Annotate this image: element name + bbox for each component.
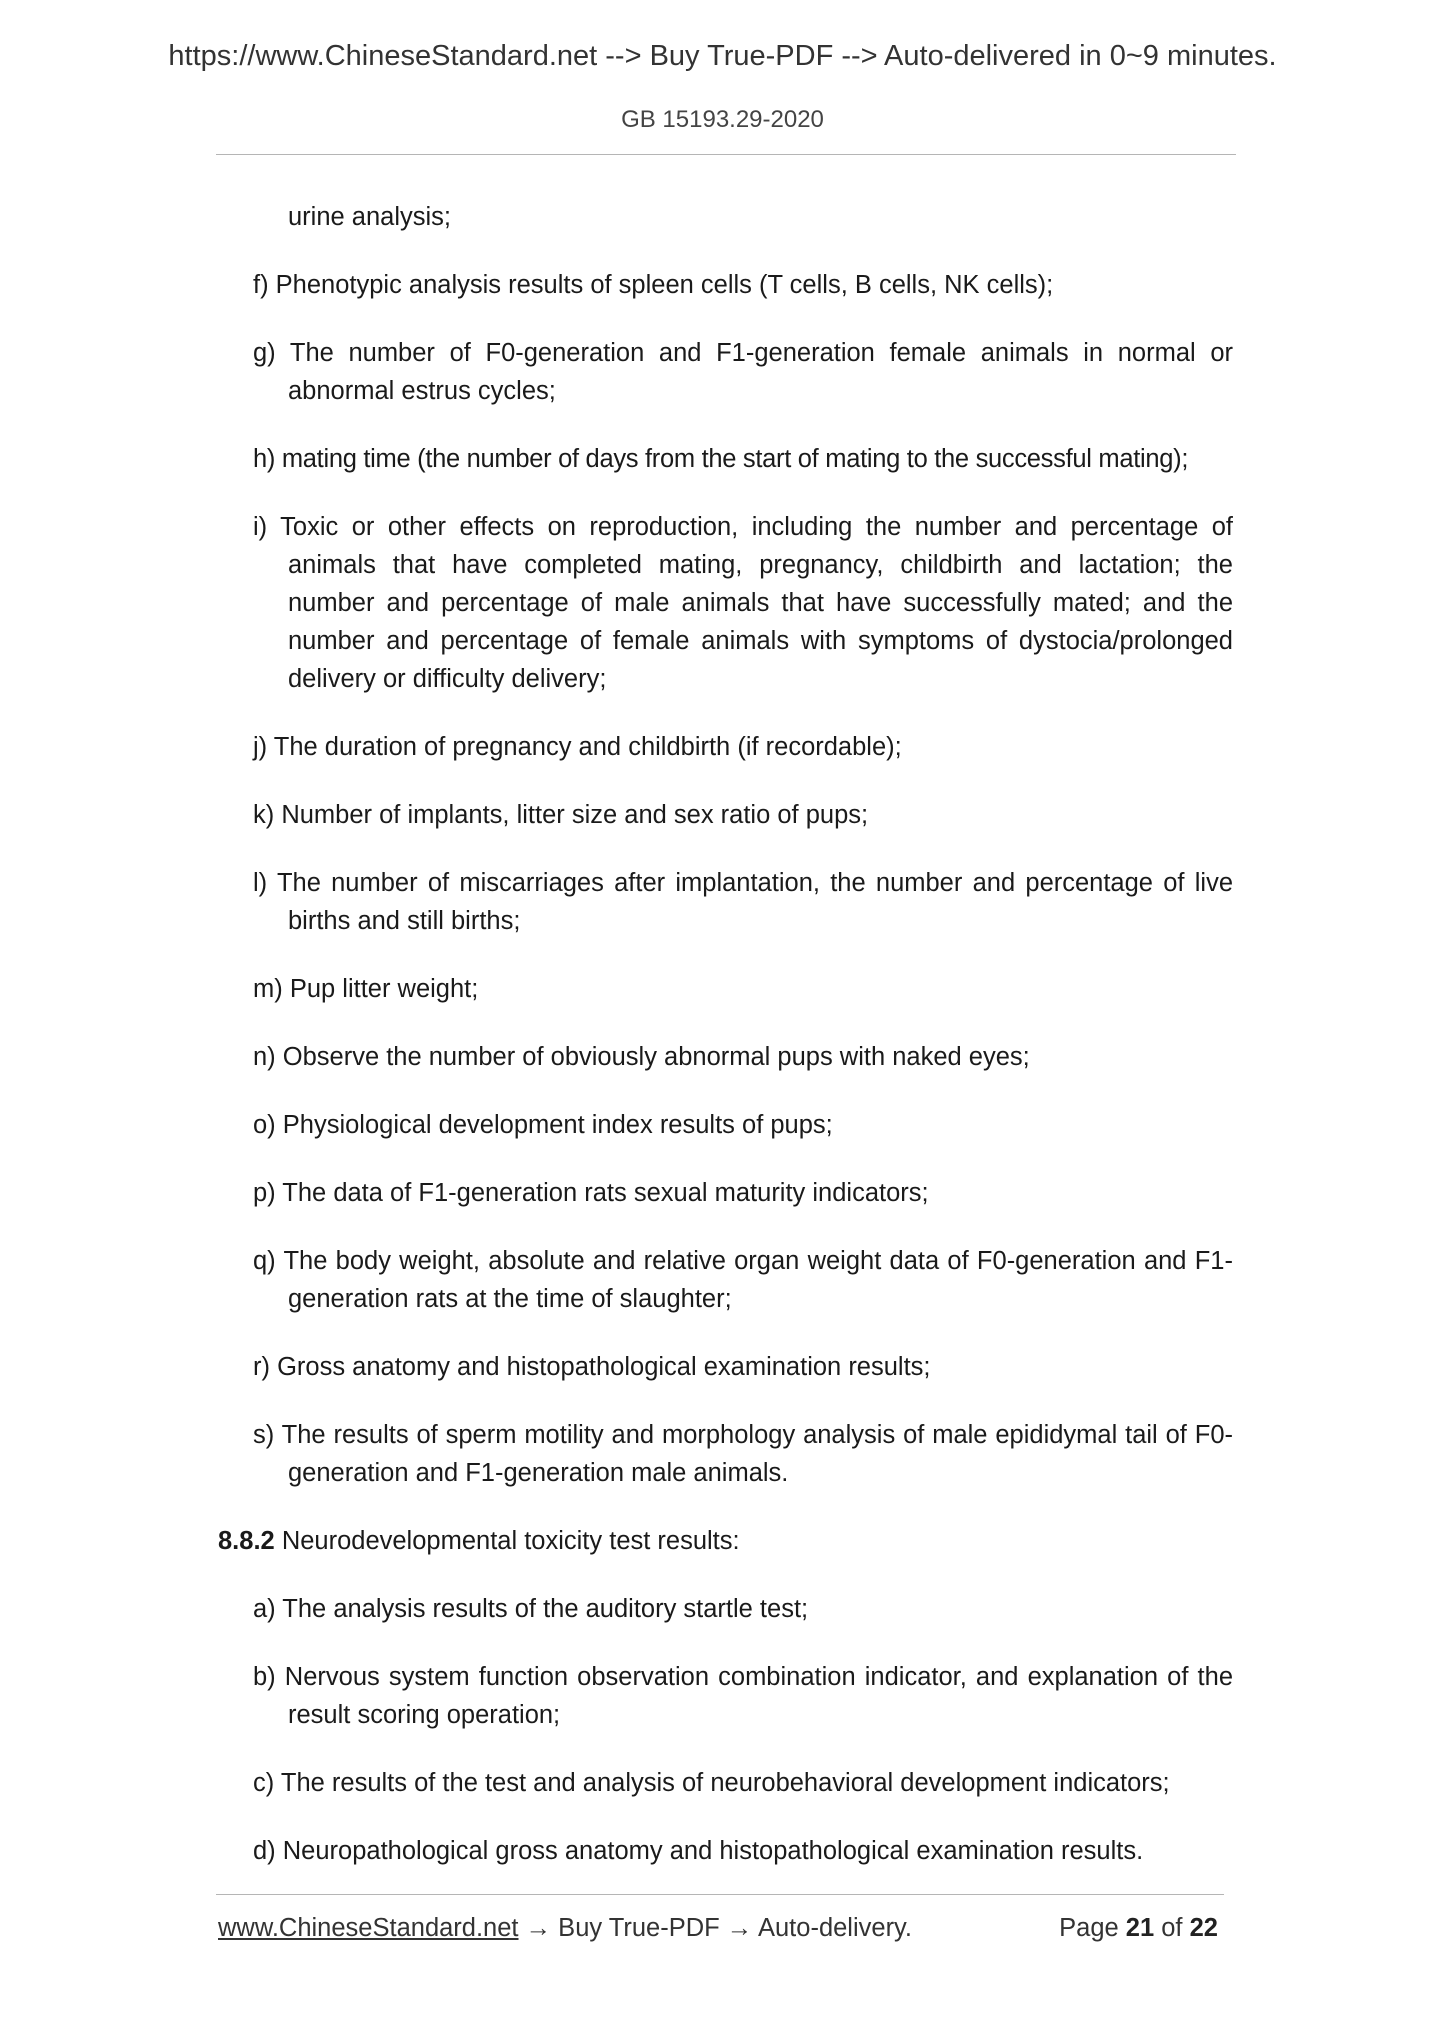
- list-item-g: g) The number of F0-generation and F1-generation female animals in normal or abnormal estrus cycles;: [253, 339, 1233, 405]
- list-item-n: n) Observe the number of obviously abnormal pups with naked eyes;: [253, 1043, 1030, 1071]
- list-item-s: s) The results of sperm motility and morphology analysis of male epididymal tail of F0-generation and F1-generation male animals.: [253, 1421, 1233, 1487]
- footer-divider: [216, 1894, 1224, 1895]
- list-item-continuation: urine analysis;: [288, 203, 451, 231]
- list-item-q: q) The body weight, absolute and relative organ weight data of F0-generation and F1-generation rats at the time of slaughter;: [253, 1247, 1233, 1313]
- page-current: 21: [1125, 1914, 1155, 1942]
- page-counter: [1059, 1914, 1218, 1943]
- page-label: Page: [1059, 1914, 1119, 1942]
- list-item-f: f) Phenotypic analysis results of spleen cells (T cells, B cells, NK cells);: [253, 271, 1054, 299]
- list-item-r: r) Gross anatomy and histopathological examination results;: [253, 1353, 931, 1381]
- section-title: Neurodevelopmental toxicity test results:: [281, 1527, 740, 1555]
- section-heading: [218, 1522, 1233, 1560]
- section-item-d: d) Neuropathological gross anatomy and histopathological examination results.: [253, 1837, 1144, 1865]
- list-item-o: o) Physiological development index results of pups;: [253, 1111, 833, 1139]
- website-link[interactable]: www.ChineseStandard.net: [218, 1914, 519, 1942]
- list-item-h: h) mating time (the number of days from the start of mating to the successful mating);: [253, 445, 1189, 473]
- list-item-i: i) Toxic or other effects on reproduction, including the number and percentage of animals that have completed mating, pregnancy, childbirth and lactation; the number and percentage of male animals that have successfully mated; and the number and percentage of female animals with symptoms of dystocia/prolonged delivery or difficulty delivery;: [253, 513, 1233, 693]
- page-total: 22: [1189, 1914, 1218, 1942]
- section-item-a: a) The analysis results of the auditory startle test;: [253, 1595, 809, 1623]
- page-footer: [218, 1914, 1228, 1943]
- list-item-p: p) The data of F1-generation rats sexual maturity indicators;: [253, 1179, 929, 1207]
- page-content: [218, 198, 1233, 1900]
- section-number: 8.8.2: [218, 1527, 275, 1555]
- header-divider: [216, 154, 1236, 155]
- source-banner: https://www.ChineseStandard.net --> Buy True-PDF --> Auto-delivered in 0~9 minutes.: [168, 40, 1277, 72]
- list-item-m: m) Pup litter weight;: [253, 975, 479, 1003]
- section-item-c: c) The results of the test and analysis of neurobehavioral development indicators;: [253, 1769, 1170, 1797]
- document-id: GB 15193.29-2020: [621, 106, 824, 133]
- list-item-k: k) Number of implants, litter size and sex ratio of pups;: [253, 801, 869, 829]
- page-of: of: [1161, 1914, 1183, 1942]
- footer-tagline: → Buy True-PDF → Auto-delivery.: [518, 1914, 912, 1942]
- section-item-b: b) Nervous system function observation combination indicator, and explanation of the result scoring operation;: [253, 1663, 1233, 1729]
- list-item-l: l) The number of miscarriages after implantation, the number and percentage of live births and still births;: [253, 869, 1233, 935]
- list-item-j: j) The duration of pregnancy and childbirth (if recordable);: [253, 733, 902, 761]
